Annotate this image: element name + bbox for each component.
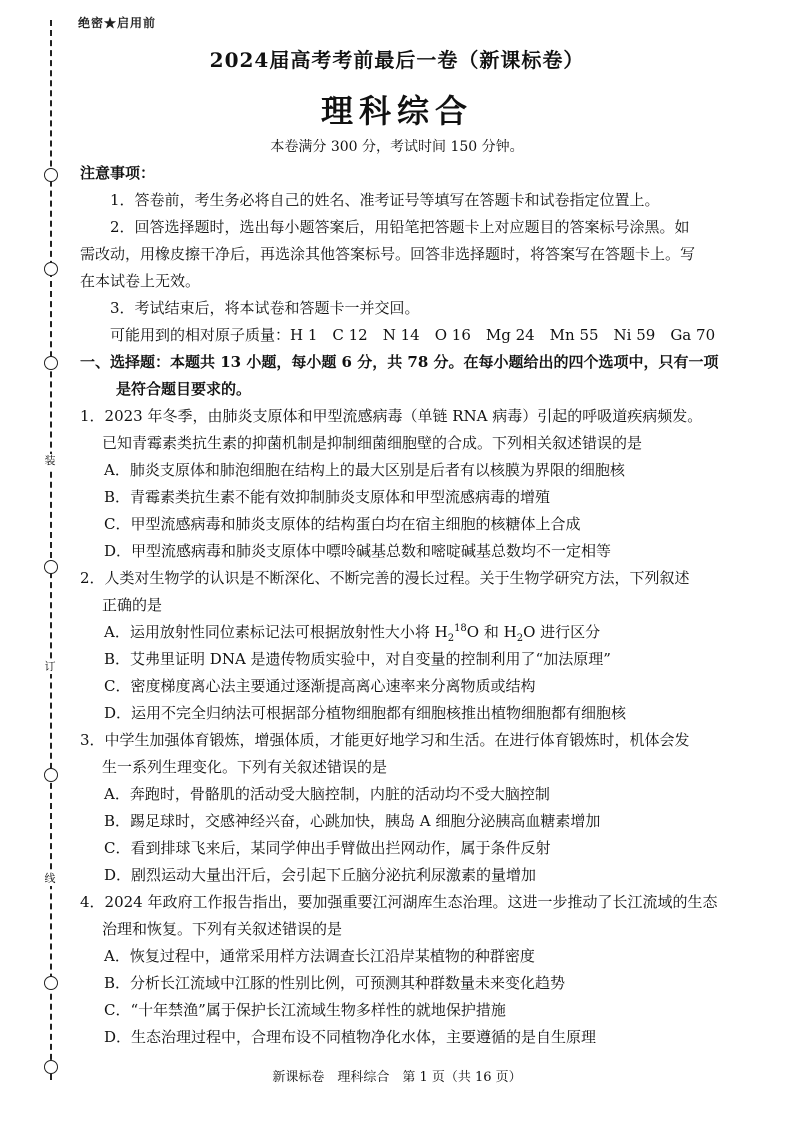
note-2-line-3: 在本试卷上无效。 bbox=[80, 272, 201, 290]
q2-option-a-sub-2: 2 bbox=[516, 633, 524, 644]
note-2-line-2: 需改动，用橡皮擦干净后，再选涂其他答案标号。回答非选择题时，将答案写在答题卡上。写 bbox=[80, 245, 696, 263]
q1-option-b: B．青霉素类抗生素不能有效抑制肺炎支原体和甲型流感病毒的增殖 bbox=[104, 488, 551, 506]
q2-option-a-text-1: A．运用放射性同位素标记法可根据放射性大小将 H bbox=[104, 623, 448, 641]
q3-stem-line-1: 3．中学生加强体育锻炼，增强体质，才能更好地学习和生活。在进行体育锻炼时，机体会发 bbox=[80, 731, 690, 749]
q2-option-d: D．运用不完全归纳法可根据部分植物细胞都有细胞核推出植物细胞都有细胞核 bbox=[104, 704, 627, 722]
q2-option-a-text-2: O 和 H bbox=[466, 623, 517, 641]
subject-title: 理科综合 bbox=[320, 92, 473, 130]
gutter-label-ding: 订 bbox=[42, 660, 58, 674]
score-time-note: 本卷满分 300 分，考试时间 150 分钟。 bbox=[270, 139, 524, 155]
note-3: 3．考试结束后，将本试卷和答题卡一并交回。 bbox=[110, 299, 420, 317]
note-2-line-1: 2．回答选择题时，选出每小题答案后，用铅笔把答题卡上对应题目的答案标号涂黑。如 bbox=[110, 218, 690, 236]
q2-option-c: C．密度梯度离心法主要通过逐渐提高离心速率来分离物质或结构 bbox=[104, 677, 536, 695]
q4-option-b: B．分析长江流域中江豚的性别比例，可预测其种群数量未来变化趋势 bbox=[104, 974, 566, 992]
note-1: 1．答卷前，考生务必将自己的姓名、准考证号等填写在答题卡和试卷指定位置上。 bbox=[110, 191, 660, 209]
q2-stem-line-1: 2．人类对生物学的认识是不断深化、不断完善的漫长过程。关于生物学研究方法，下列叙述 bbox=[80, 569, 690, 587]
atomic-masses: 可能用到的相对原子质量：H 1 C 12 N 14 O 16 Mg 24 Mn 55 Ni 59 Ga 70 bbox=[110, 326, 716, 344]
q2-option-a-sub: 2 bbox=[447, 633, 455, 644]
section-1-heading-cont: 是符合题目要求的。 bbox=[116, 380, 252, 398]
q3-option-d: D．剧烈运动大量出汗后，会引起下丘脑分泌抗利尿激素的量增加 bbox=[104, 866, 537, 884]
gutter-label-zhuang: 装 bbox=[42, 454, 58, 468]
q2-option-a bbox=[80, 619, 768, 646]
exam-content bbox=[80, 160, 768, 1051]
q3-option-c: C．看到排球飞来后，某同学伸出手臂做出拦网动作，属于条件反射 bbox=[104, 839, 551, 857]
q2-option-a-text-3: O 进行区分 bbox=[523, 623, 601, 641]
q2-option-a-sup: 18 bbox=[454, 623, 467, 634]
q1-option-c: C．甲型流感病毒和肺炎支原体的结构蛋白均在宿主细胞的核糖体上合成 bbox=[104, 515, 581, 533]
q1-option-d: D．甲型流感病毒和肺炎支原体中嘌呤碱基总数和嘧啶碱基总数均不一定相等 bbox=[104, 542, 612, 560]
gutter-label-xian: 线 bbox=[42, 872, 58, 886]
q3-stem-line-2: 生一系列生理变化。下列有关叙述错误的是 bbox=[102, 758, 388, 776]
binding-hole bbox=[44, 356, 58, 370]
binding-hole bbox=[44, 976, 58, 990]
q1-option-a: A．肺炎支原体和肺泡细胞在结构上的最大区别是后者有以核膜为界限的细胞核 bbox=[104, 461, 625, 479]
q4-stem-line-1: 4．2024 年政府工作报告指出，要加强重要江河湖库生态治理。这进一步推动了长江流域的生态 bbox=[80, 893, 718, 911]
q3-option-a: A．奔跑时，骨骼肌的活动受大脑控制，内脏的活动均不受大脑控制 bbox=[104, 785, 550, 803]
exam-title: 2024届高考考前最后一卷（新课标卷） bbox=[209, 48, 585, 72]
section-1-heading: 一、选择题：本题共 13 小题，每小题 6 分，共 78 分。在每小题给出的四个选项中，只有一项 bbox=[80, 353, 719, 371]
page-footer: 新课标卷 理科综合 第 1 页（共 16 页） bbox=[272, 1070, 522, 1085]
notes-heading: 注意事项： bbox=[80, 164, 156, 182]
binding-hole bbox=[44, 168, 58, 182]
q2-stem-line-2: 正确的是 bbox=[102, 596, 163, 614]
binding-hole bbox=[44, 560, 58, 574]
q2-option-b: B．艾弗里证明 DNA 是遗传物质实验中，对自变量的控制利用了“加法原理” bbox=[104, 650, 611, 668]
q4-option-d: D．生态治理过程中，合理布设不同植物净化水体，主要遵循的是自生原理 bbox=[104, 1028, 597, 1046]
q3-option-b: B．踢足球时，交感神经兴奋，心跳加快，胰岛 A 细胞分泌胰高血糖素增加 bbox=[104, 812, 601, 830]
q4-stem-line-2: 治理和恢复。下列有关叙述错误的是 bbox=[102, 920, 343, 938]
confidential-mark: 绝密★启用前 bbox=[78, 16, 157, 30]
q1-stem-line-1: 1．2023 年冬季，由肺炎支原体和甲型流感病毒（单链 RNA 病毒）引起的呼吸道疾病频发。 bbox=[80, 407, 703, 425]
binding-hole bbox=[44, 768, 58, 782]
q4-option-a: A．恢复过程中，通常采用样方法调查长江沿岸某植物的种群密度 bbox=[104, 947, 535, 965]
q1-stem-line-2: 已知青霉素类抗生素的抑菌机制是抑制细菌细胞壁的合成。下列相关叙述错误的是 bbox=[102, 434, 643, 452]
binding-hole bbox=[44, 262, 58, 276]
q4-option-c: C．“十年禁渔”属于保护长江流域生物多样性的就地保护措施 bbox=[104, 1001, 506, 1019]
